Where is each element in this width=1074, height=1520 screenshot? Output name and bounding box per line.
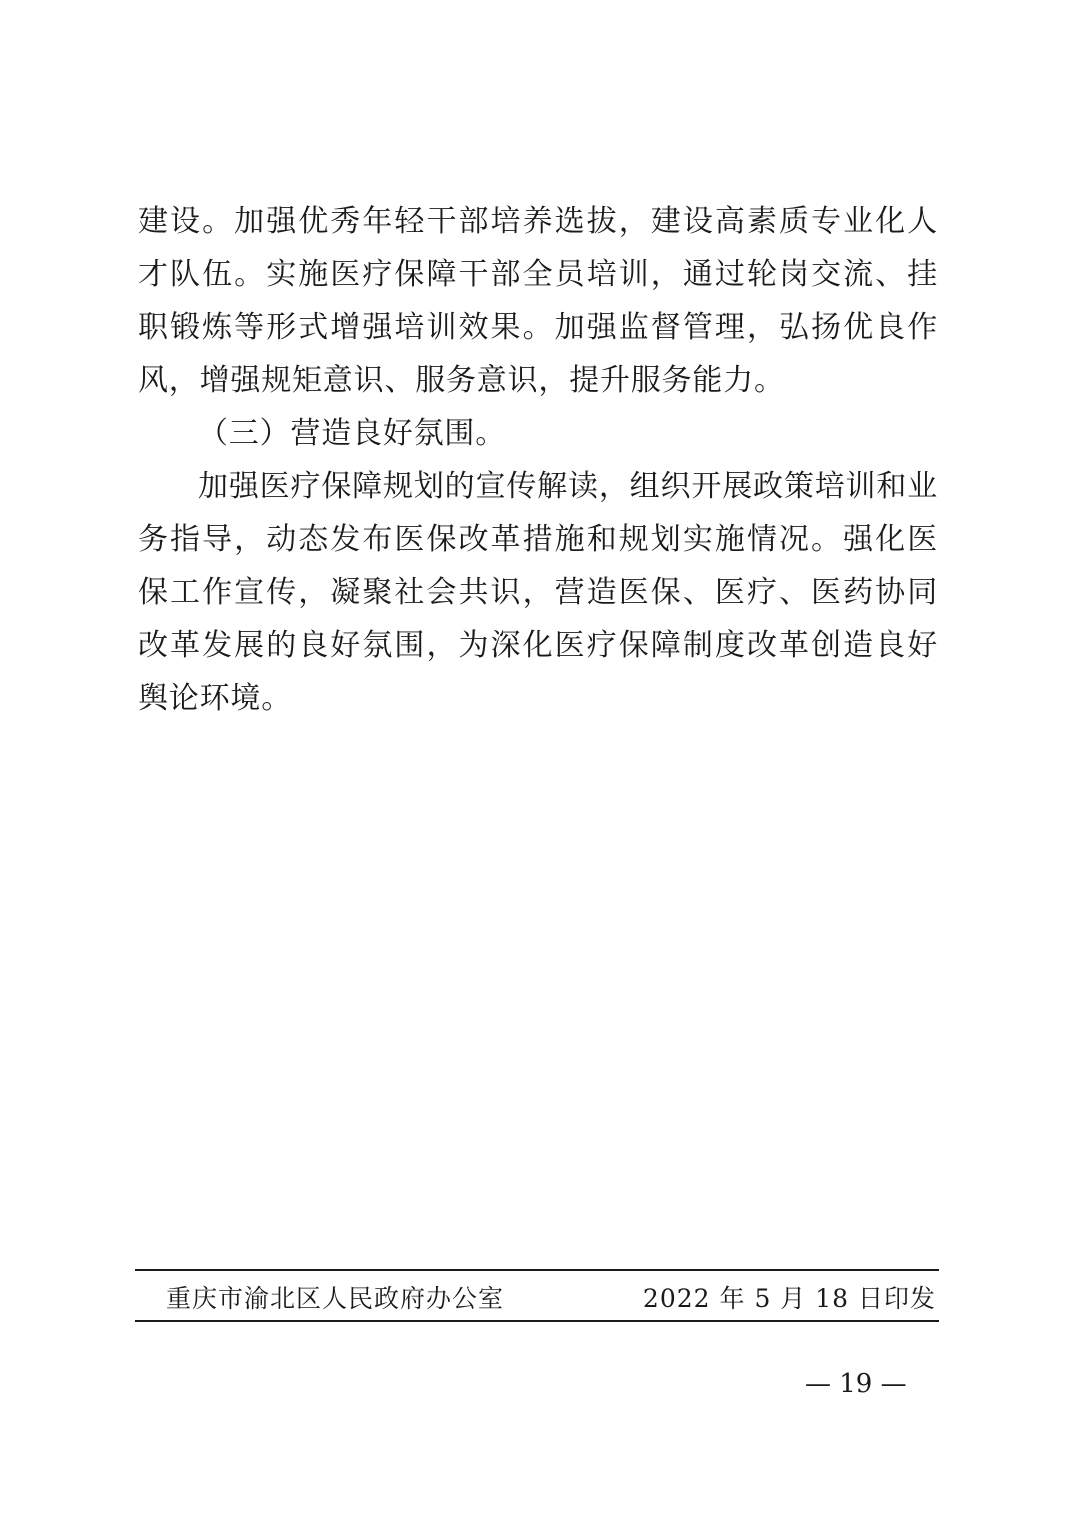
section-heading: （三）营造良好氛围。 bbox=[198, 416, 506, 451]
section-paragraph: 加强医疗保障规划的宣传解读，组织开展政策培训和业务指导，动态发布医保改革措施和规划实施情况。强化医保工作宣传，凝聚社会共识，营造医保、医疗、医药协同改革发展的良好氛围，为深化医疗保障制度改革创造良好舆论环境。 bbox=[138, 469, 938, 716]
issuer-name: 重庆市渝北区人民政府办公室 bbox=[166, 1284, 505, 1313]
page-number: — 19 — bbox=[805, 1369, 907, 1399]
body-text bbox=[138, 195, 938, 725]
issue-date: 2022 年 5 月 18 日印发 bbox=[642, 1284, 936, 1313]
footer-top-rule bbox=[135, 1269, 939, 1271]
footer-bottom-rule bbox=[135, 1320, 939, 1322]
continued-paragraph: 建设。加强优秀年轻干部培养选拔，建设高素质专业化人才队伍。实施医疗保障干部全员培训，通过轮岗交流、挂职锻炼等形式增强培训效果。加强监督管理，弘扬优良作风，增强规矩意识、服务意识，提升服务能力。 bbox=[138, 204, 938, 398]
